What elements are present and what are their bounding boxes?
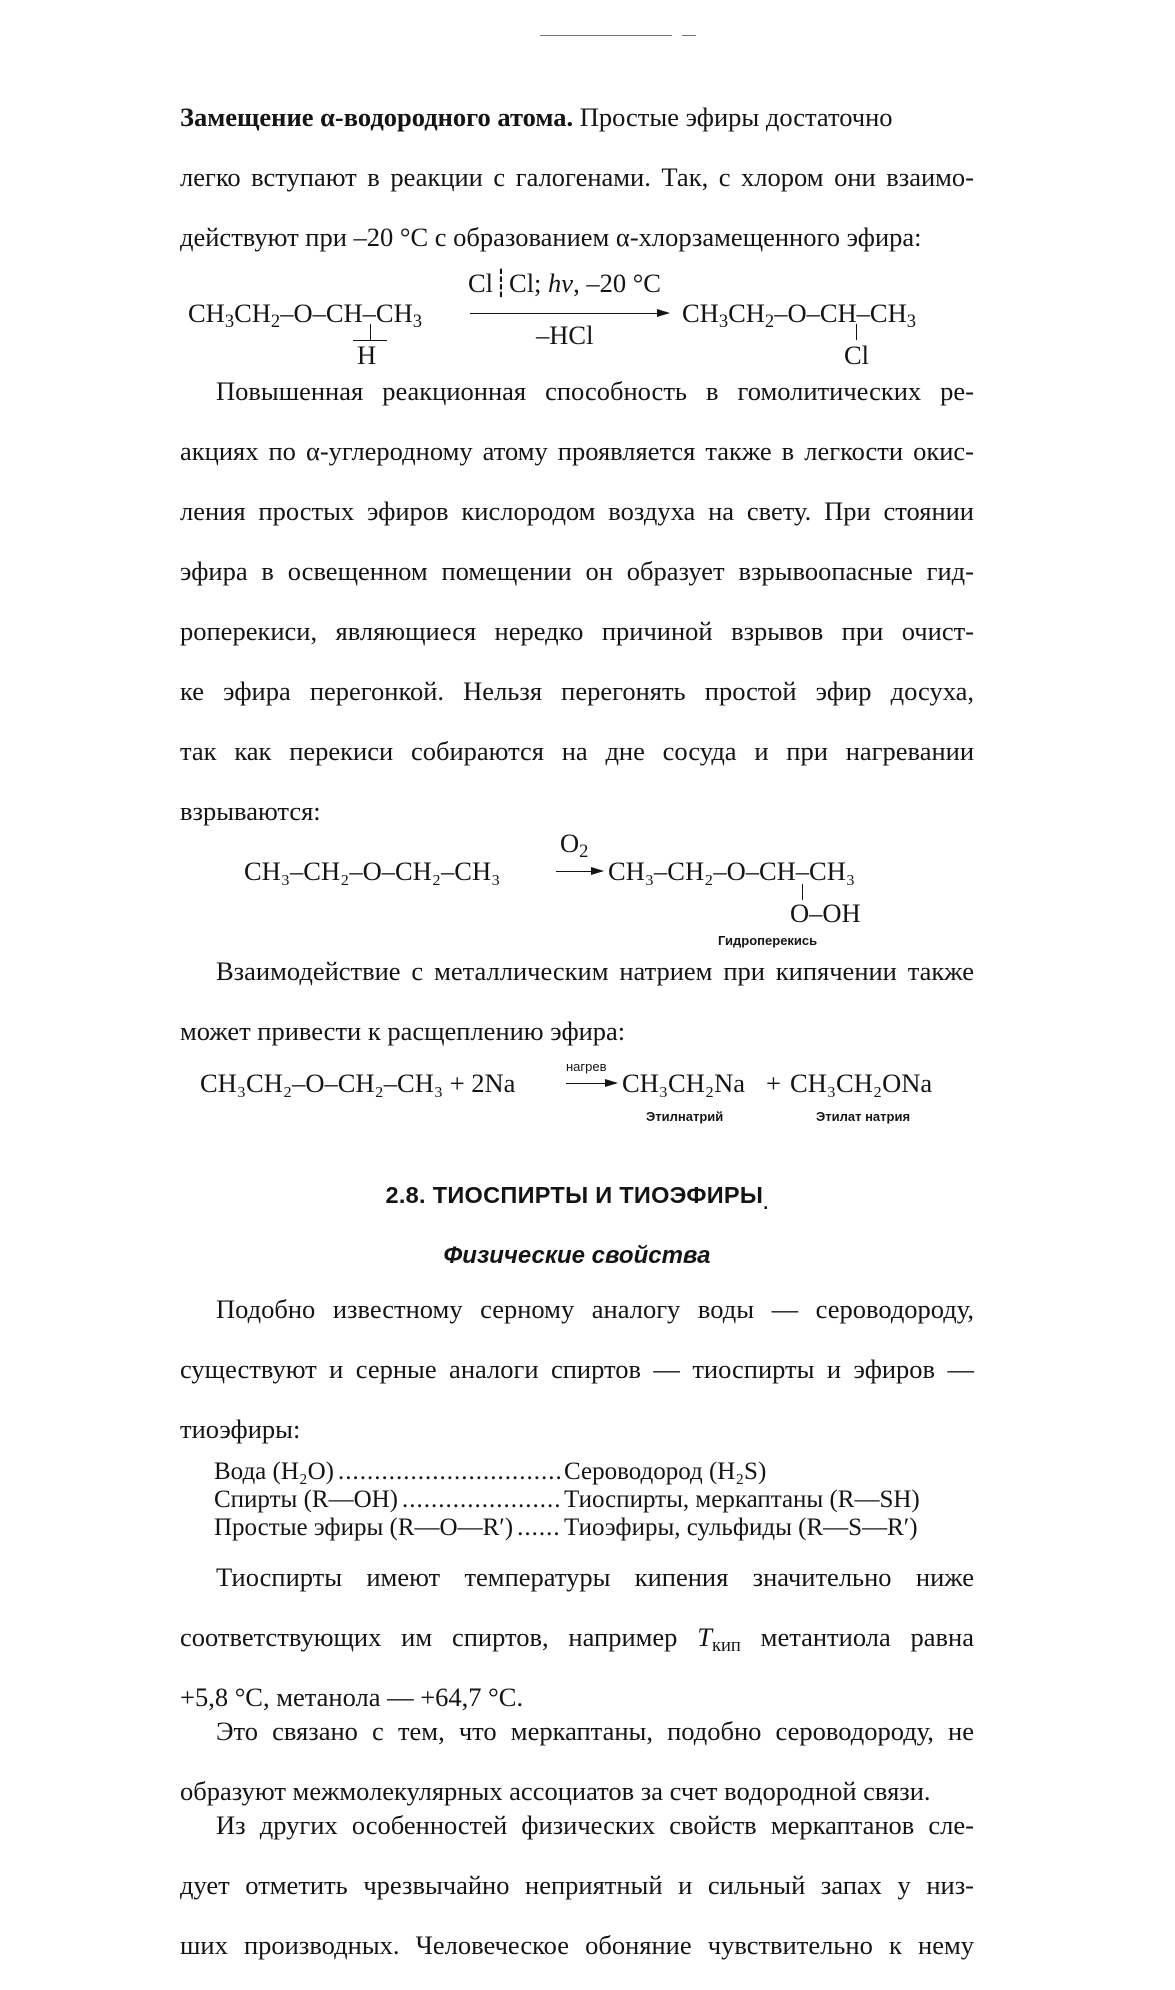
text-span: Подобно известному серному аналогу воды — сероводороду, <box>216 1294 974 1324</box>
text-line <box>180 1716 974 1776</box>
text-line <box>180 1870 974 1930</box>
eq1-right-formula <box>682 298 916 333</box>
page-content <box>180 102 974 1990</box>
text-line <box>180 1562 974 1622</box>
atom: O <box>560 828 580 858</box>
analog-list <box>214 1458 974 1542</box>
eq1-left-formula <box>188 298 422 333</box>
eq3-reagent: нагрев <box>566 1059 607 1074</box>
eq2-left-formula: CH₃–CH₂–O–CH₂–CH₃ <box>244 856 501 886</box>
text-line <box>180 556 974 616</box>
analog-sulfur: Тиоэфиры, сульфиды (R—S—R′) <box>564 1514 918 1541</box>
text-span: роперекиси, являющиеся нередко причиной взрывов при очист- <box>180 616 974 646</box>
bond: –O– <box>774 298 820 328</box>
c-cl-bond <box>856 324 857 340</box>
reaction-arrow <box>470 313 668 314</box>
text-line <box>180 796 974 826</box>
text-line <box>180 162 974 222</box>
atom: Cl <box>468 268 494 298</box>
text-span: образуют межмолекулярных ассоциатов за счет водородной связи. <box>180 1776 931 1806</box>
alpha-carbon: CH <box>325 298 363 328</box>
text-line: Простые эфиры достаточно <box>573 102 893 132</box>
text-span: ке эфира перегонкой. Нельзя перегонять простой эфир досуха, <box>180 676 974 706</box>
text-span: акциях по α-углеродному атому проявляется также в легкости окис- <box>180 436 974 466</box>
eq3-plus: + <box>766 1068 781 1098</box>
text-span: взрываются: <box>180 796 321 826</box>
atom: CH <box>728 298 765 328</box>
header-rule <box>540 35 672 36</box>
analog-oxygen: Спирты (R—OH) <box>214 1486 399 1513</box>
text-line <box>180 1682 974 1712</box>
text-span: так как перекиси собираются на дне сосуда и при нагревании <box>180 736 974 766</box>
text-span: +5,8 °С, метанола — +64,7 °С. <box>180 1682 524 1712</box>
text-span: существуют и серные аналоги спиртов — тиоспирты и эфиров — <box>180 1354 974 1384</box>
temperature-symbol: T <box>697 1622 712 1652</box>
analog-left <box>214 1514 564 1542</box>
eq2-hydroperoxy: O–OH <box>790 898 861 928</box>
atom: –CH <box>362 298 413 328</box>
section-title-mark: . <box>763 1193 769 1213</box>
paragraph-alpha-substitution <box>180 102 974 162</box>
text-span: соответствующих им спиртов, например <box>180 1622 698 1652</box>
analog-left <box>214 1486 564 1514</box>
text-line <box>180 616 974 676</box>
bond: –O– <box>280 298 326 328</box>
analog-left <box>214 1458 564 1486</box>
eq1-reagent <box>468 268 661 298</box>
subscript: 2 <box>270 311 281 333</box>
eq1-byproduct: –HCl <box>536 320 594 350</box>
text-line <box>180 1354 974 1414</box>
paragraph-hydrogen-bonds <box>180 1716 974 1806</box>
eq1-alpha-h: H <box>357 340 377 370</box>
leader-dots <box>402 1486 562 1514</box>
text-line <box>180 676 974 736</box>
subscript: 2 <box>579 841 589 863</box>
header-rule-short <box>682 35 696 36</box>
analog-row <box>214 1514 974 1542</box>
text-line <box>180 222 974 252</box>
text-line <box>180 1414 974 1444</box>
text-span: Из других особенностей физических свойств меркаптанов сле- <box>216 1810 974 1840</box>
analog-row <box>214 1458 974 1486</box>
text-line <box>180 1930 974 1990</box>
atom: Cl; <box>509 268 549 298</box>
paragraph-odor <box>180 1810 974 1990</box>
atom: CH <box>188 298 225 328</box>
atom: CH–CH <box>819 298 907 328</box>
eq3-label1: Этилнатрий <box>646 1109 724 1124</box>
text-line <box>180 736 974 796</box>
reaction-arrow <box>556 871 602 872</box>
eq2-reagent <box>560 828 589 863</box>
text-span: Повышенная реакционная способность в гомолитических ре- <box>216 376 974 406</box>
eq2-right-formula: CH₃–CH₂–O–CH–CH₃ <box>608 856 856 886</box>
text-span: может привести к расщеплению эфира: <box>180 1016 626 1046</box>
paragraph-boiling-points <box>180 1562 974 1712</box>
analog-oxygen: Вода (H₂O) <box>214 1458 334 1485</box>
temperature: , –20 °C <box>573 268 661 298</box>
text-line <box>180 496 974 556</box>
text-span: легко вступают в реакции с галогенами. Так, с хлором они взаимо- <box>180 162 974 192</box>
text-line <box>180 956 974 1016</box>
runin-heading: Замещение α-водородного атома. <box>180 102 574 132</box>
paragraph-sodium <box>180 956 974 1046</box>
leader-dots <box>338 1458 562 1486</box>
eq3-product2: CH₃CH₂ONa <box>790 1068 933 1098</box>
text-span: действуют при –20 °С с образованием α-хлорзамещенного эфира: <box>180 222 922 252</box>
subscript: 3 <box>718 311 729 333</box>
analog-row <box>214 1486 974 1514</box>
text-line <box>180 376 974 436</box>
text-span: Взаимодействие с металлическим натрием при кипячении также <box>216 956 974 986</box>
section-title-text: 2.8. ТИОСПИРТЫ И ТИОЭФИРЫ <box>385 1182 764 1208</box>
atom: CH <box>682 298 719 328</box>
light-symbol: hν <box>548 268 574 298</box>
text-line <box>180 1294 974 1354</box>
text-span: Тиоспирты имеют температуры кипения значительно ниже <box>216 1562 974 1592</box>
text-span: дует отметить чрезвычайно неприятный и сильный запах у низ- <box>180 1870 974 1900</box>
atom: CH <box>234 298 271 328</box>
subscript: 2 <box>764 311 775 333</box>
text-span: ления простых эфиров кислородом воздуха на свету. При стоянии <box>180 496 974 526</box>
analog-oxygen: Простые эфиры (R—O—R′) <box>214 1514 514 1541</box>
c-h-bond <box>370 324 371 340</box>
equation-peroxidation <box>180 828 974 948</box>
eq1-chlorine: Cl <box>844 340 870 370</box>
equation-chlorination <box>180 258 974 370</box>
leader-dots <box>517 1514 562 1542</box>
homolysis-dots: ┊ <box>493 268 510 298</box>
text-span: тиоэфиры: <box>180 1414 301 1444</box>
analog-sulfur: Сероводород (H₂S) <box>564 1458 767 1485</box>
text-span: ших производных. Человеческое обоняние чувствительно к нему <box>180 1930 974 1960</box>
subscript: 3 <box>906 311 916 333</box>
eq3-left-formula: CH₃CH₂–O–CH₂–CH₃ + 2Na <box>200 1068 516 1098</box>
eq3-label2: Этилат натрия <box>816 1109 911 1124</box>
section-title <box>180 1182 974 1214</box>
subsection-title: Физические свойства <box>443 1242 711 1269</box>
text-line <box>180 436 974 496</box>
text-span: эфира в освещенном помещении он образует взрывоопасные гид- <box>180 556 974 586</box>
reaction-arrow <box>566 1083 616 1084</box>
eq2-label: Гидроперекись <box>718 933 818 948</box>
equation-sodium-cleavage <box>180 1056 974 1132</box>
text-line <box>180 1622 974 1682</box>
paragraph-oxidation <box>180 376 974 826</box>
text-line <box>180 1016 974 1046</box>
subscript: кип <box>712 1635 741 1657</box>
subscript: 3 <box>224 311 235 333</box>
text-line <box>180 1776 974 1806</box>
text-span: метантиола равна <box>740 1622 974 1652</box>
text-span: Это связано с тем, что меркаптаны, подобно сероводороду, не <box>216 1716 974 1746</box>
subscript: 3 <box>412 311 422 333</box>
text-line <box>180 1810 974 1870</box>
eq3-product1: CH₃CH₂Na <box>622 1068 746 1098</box>
paragraph-sulfur-analogs <box>180 1294 974 1444</box>
analog-sulfur: Тиоспирты, меркаптаны (R—SH) <box>564 1486 920 1513</box>
